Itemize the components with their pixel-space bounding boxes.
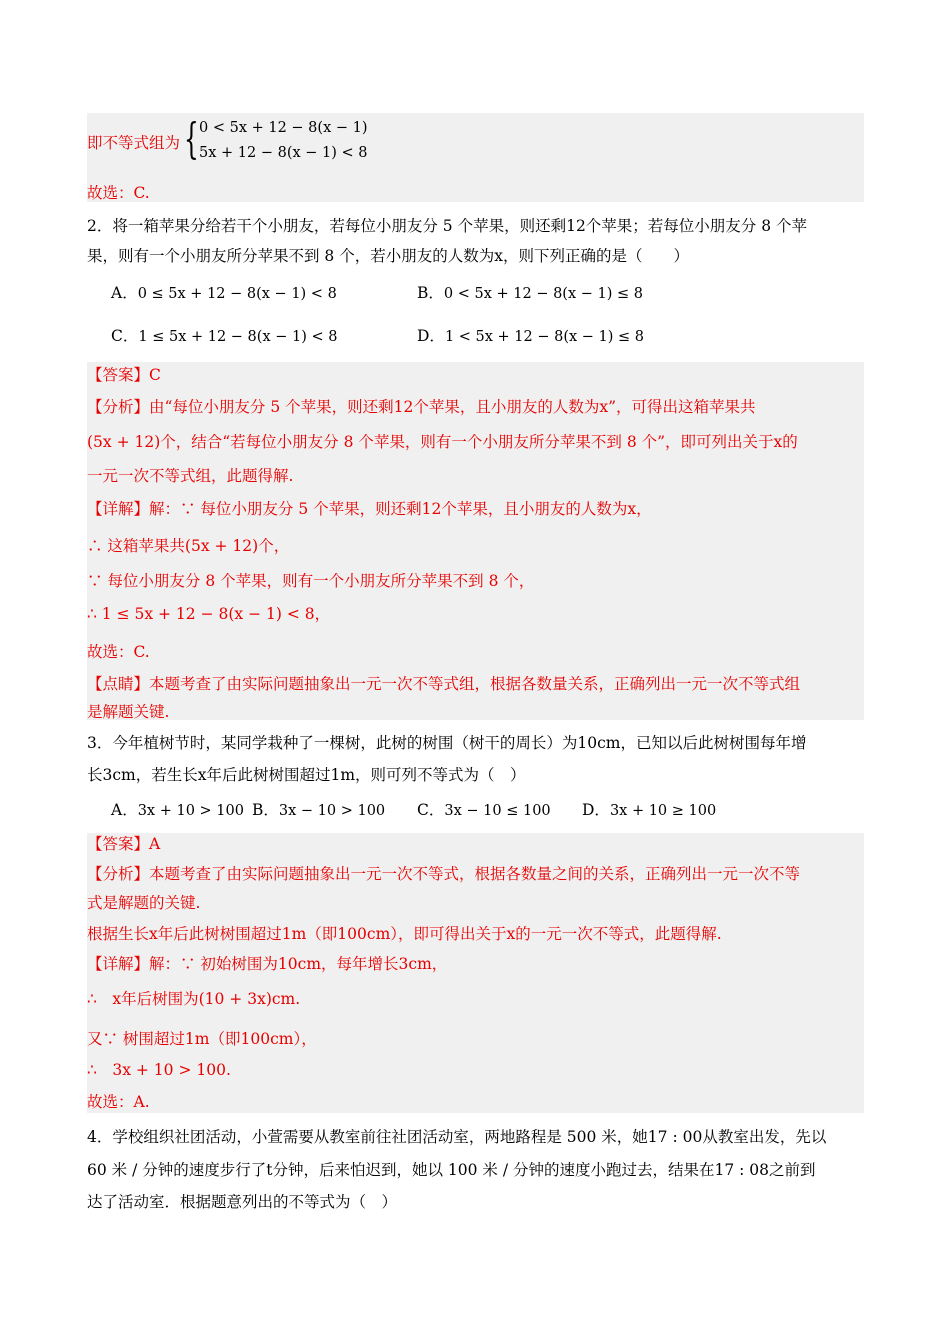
detail-line: 【详解】解：∵ 每位小朋友分 5 个苹果，则还剩12个苹果，且小朋友的人数为x， bbox=[87, 500, 652, 518]
question-2 bbox=[87, 213, 864, 353]
answer-line: 【答案】C bbox=[87, 366, 161, 384]
system-lead: 即不等式组为 bbox=[87, 134, 181, 152]
solution-block-q1 bbox=[87, 113, 864, 202]
option-d: D．3x + 10 ≥ 100 bbox=[582, 801, 717, 819]
choose-line: 故选：C. bbox=[87, 184, 150, 202]
answer-line: 【答案】A bbox=[87, 835, 161, 853]
analysis-line: 式是解题的关键. bbox=[87, 894, 201, 912]
detail-line: ∴ x年后树围为(10 + 3x)cm. bbox=[87, 990, 301, 1008]
option-d: D．1 < 5x + 12 − 8(x − 1) ≤ 8 bbox=[417, 327, 645, 345]
option-b: B．0 < 5x + 12 − 8(x − 1) ≤ 8 bbox=[417, 284, 643, 302]
question-text: 长3cm，若生长x年后此树树围超过1m，则可列不等式为（ ） bbox=[87, 766, 526, 784]
question-text: 4．学校组织社团活动，小萱需要从教室前往社团活动室，两地路程是 500 米，她17 : 00从教室出发，先以 bbox=[87, 1128, 827, 1146]
solution-block-q2 bbox=[87, 362, 864, 720]
question-text: 3．今年植树节时，某同学栽种了一棵树，此树的树围（树干的周长）为10cm，已知以后此树树围每年增 bbox=[87, 734, 807, 752]
detail-line: 【详解】解：∵ 初始树围为10cm，每年增长3cm， bbox=[87, 955, 448, 973]
question-4 bbox=[87, 1124, 864, 1224]
detail-line: 又∵ 树围超过1m（即100cm）， bbox=[87, 1030, 317, 1048]
detail-line: ∴ 这箱苹果共(5x + 12)个， bbox=[87, 537, 290, 555]
detail-line: ∴ 3x + 10 > 100. bbox=[87, 1061, 231, 1079]
analysis-line: 【分析】由“每位小朋友分 5 个苹果，则还剩12个苹果，且小朋友的人数为x”，可得出这箱苹果共 bbox=[87, 398, 756, 416]
analysis-line: 【分析】本题考查了由实际问题抽象出一元一次不等式，根据各数量之间的关系，正确列出一元一次不等 bbox=[87, 865, 801, 883]
inequality-1: 0 < 5x + 12 − 8(x − 1) bbox=[199, 120, 368, 136]
question-text: 果，则有一个小朋友所分苹果不到 8 个，若小朋友的人数为x，则下列正确的是（ ） bbox=[87, 247, 689, 265]
comment-line: 【点睛】本题考查了由实际问题抽象出一元一次不等式组，根据各数量关系，正确列出一元一次不等式组 bbox=[87, 675, 801, 693]
inequality-2: 5x + 12 − 8(x − 1) < 8 bbox=[199, 145, 368, 161]
question-text: 2．将一箱苹果分给若干个小朋友，若每位小朋友分 5 个苹果，则还剩12个苹果；若每位小朋友分 8 个苹 bbox=[87, 217, 808, 235]
option-b: B．3x − 10 > 100 bbox=[252, 801, 386, 819]
analysis-line: 一元一次不等式组，此题得解. bbox=[87, 467, 294, 485]
question-3 bbox=[87, 730, 864, 825]
brace-icon: { bbox=[184, 114, 199, 163]
question-text: 60 米 / 分钟的速度步行了t分钟，后来怕迟到，她以 100 米 / 分钟的速度小跑过去，结果在17 : 08之前到 bbox=[87, 1161, 816, 1179]
option-a: A．0 ≤ 5x + 12 − 8(x − 1) < 8 bbox=[111, 284, 337, 302]
question-text: 达了活动室．根据题意列出的不等式为（ ） bbox=[87, 1193, 398, 1211]
comment-line: 是解题关键. bbox=[87, 703, 170, 721]
detail-line: ∵ 每位小朋友分 8 个苹果，则有一个小朋友所分苹果不到 8 个， bbox=[87, 572, 535, 590]
choose-line: 故选：C. bbox=[87, 643, 150, 661]
analysis-line: 根据生长x年后此树树围超过1m（即100cm），即可得出关于x的一元一次不等式，此题得解. bbox=[87, 925, 722, 943]
option-c: C．1 ≤ 5x + 12 − 8(x − 1) < 8 bbox=[111, 327, 338, 345]
choose-line: 故选：A. bbox=[87, 1093, 150, 1111]
detail-line: ∴ 1 ≤ 5x + 12 − 8(x − 1) < 8， bbox=[87, 605, 331, 623]
analysis-line: (5x + 12)个，结合“若每位小朋友分 8 个苹果，则有一个小朋友所分苹果不到 8 个”，即可列出关于x的 bbox=[87, 433, 798, 451]
option-c: C．3x − 10 ≤ 100 bbox=[417, 801, 551, 819]
option-a: A．3x + 10 > 100 bbox=[111, 801, 244, 819]
solution-block-q3 bbox=[87, 833, 864, 1113]
